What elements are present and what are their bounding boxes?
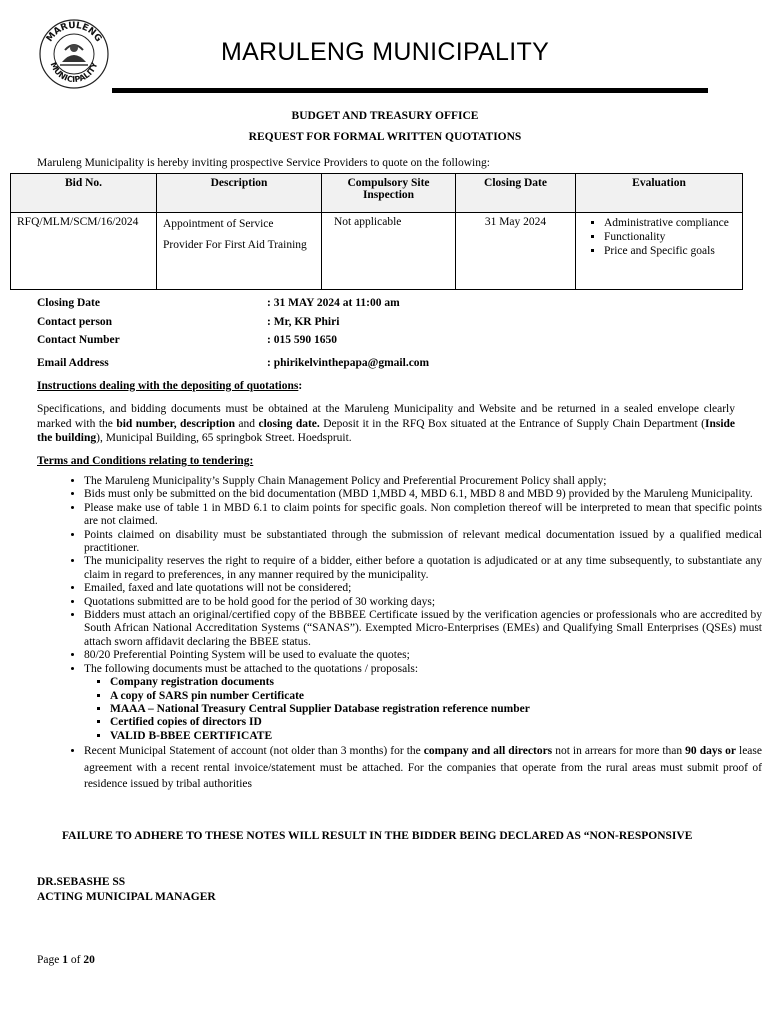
contact-number-label: Contact Number — [37, 334, 120, 346]
instructions-heading: Instructions dealing with the depositing of quotations: — [37, 380, 303, 392]
bid-table-header — [11, 174, 743, 213]
header-evaluation: Evaluation — [576, 174, 743, 213]
list-item: • Emailed, faxed and late quotations will not be considered; — [84, 582, 762, 595]
cell-bid-no: RFQ/MLM/SCM/16/2024 — [11, 213, 157, 290]
list-item: ▪ MAAA – National Treasury Central Supplier Database registration reference number — [110, 703, 762, 716]
list-item: • The municipality reserves the right to require of a bidder, either before a quotation is adjudicated or at any time subsequently, to substantiate any claim in regard to preferences, in any manner required by the municipality. — [84, 555, 762, 582]
cell-site-inspection: Not applicable — [322, 213, 456, 290]
terms-list — [58, 475, 762, 793]
list-item: • The following documents must be attached to the quotations / proposals: ▪ Company registration documents ▪ A copy of SARS pin number Certificate ▪ MAAA – National Treasury Central Supplier Database registration reference number ▪ Certified copies of directors ID ▪ VALID B-BBEE CERTIFICATE — [84, 663, 762, 743]
list-item: • Recent Municipal Statement of account (not older than 3 months) for the company and all directors not in arrears for more than 90 days or lease agreement with a recent rental invoice/statement must be attached. For the companies that operate from the rural areas must submit proof of residence issued by tribal authorities — [84, 743, 762, 793]
list-item: • Bids must only be submitted on the bid documentation (MBD 1,MBD 4, MBD 6.1, MBD 8 and MBD 9) provided by the Maruleng Municipality. — [84, 488, 762, 501]
header-rule — [112, 88, 708, 93]
office-heading: BUDGET AND TREASURY OFFICE — [291, 110, 479, 122]
list-item: • Points claimed on disability must be substantiated through the submission of relevant medical documentation issued by a qualified medical practitioner. — [84, 529, 762, 556]
contact-person-label: Contact person — [37, 316, 113, 328]
list-item: • Please make use of table 1 in MBD 6.1 to claim points for specific goals. Non completion thereof will be interpreted to mean that specific points are not claimed. — [84, 502, 762, 529]
cell-evaluation — [576, 213, 743, 290]
list-item: ▪ Functionality — [604, 230, 736, 244]
list-item: • The Maruleng Municipality’s Supply Chain Management Policy and Preferential Procurement Policy shall apply; — [84, 475, 762, 488]
list-item: ▪ Company registration documents — [110, 676, 762, 689]
failure-notice: FAILURE TO ADHERE TO THESE NOTES WILL RESULT IN THE BIDDER BEING DECLARED AS “NON-RESPONSIVE — [62, 830, 693, 842]
page-number: Page 1 of 20 — [37, 954, 95, 966]
table-row — [11, 213, 743, 290]
instructions-paragraph: Specifications, and bidding documents must be obtained at the Maruleng Municipality and Website and be returned in a sealed envelope clearly marked with the bid number, description and closing date. Deposit it in the RFQ Box situated at the Entrance of Supply Chain Department (Inside the building), Municipal Building, 65 springbok Street. Hoedspruit. — [37, 403, 736, 444]
closing-date-label: Closing Date — [37, 297, 100, 309]
terms-heading: Terms and Conditions relating to tendering: — [37, 455, 254, 467]
closing-date-value: : 31 MAY 2024 at 11:00 am — [267, 297, 400, 309]
page-title: MARULENG MUNICIPALITY — [220, 38, 550, 66]
bid-table — [10, 173, 743, 290]
contact-number-value: : 015 590 1650 — [267, 334, 337, 346]
svg-text:MARULENG: MARULENG — [44, 20, 104, 44]
email-label: Email Address — [37, 357, 109, 369]
email-value: : phirikelvinthepapa@gmail.com — [267, 357, 430, 369]
list-item: ▪ A copy of SARS pin number Certificate — [110, 690, 762, 703]
list-item: ▪ Price and Specific goals — [604, 244, 736, 258]
list-item: ▪ Certified copies of directors ID — [110, 716, 762, 729]
header-description: Description — [157, 174, 322, 213]
list-item: ▪ Administrative compliance — [604, 216, 736, 230]
header-bid-no: Bid No. — [11, 174, 157, 213]
signatory-title: ACTING MUNICIPAL MANAGER — [37, 891, 216, 903]
list-item: ▪ VALID B-BBEE CERTIFICATE — [110, 730, 762, 743]
intro-text: Maruleng Municipality is hereby inviting prospective Service Providers to quote on the following: — [37, 157, 490, 169]
list-item: • 80/20 Preferential Pointing System will be used to evaluate the quotes; — [84, 649, 762, 662]
list-item: • Quotations submitted are to be hold good for the period of 30 working days; — [84, 596, 762, 609]
request-heading: REQUEST FOR FORMAL WRITTEN QUOTATIONS — [248, 131, 522, 143]
cell-closing-date: 31 May 2024 — [456, 213, 576, 290]
header-site-inspection: Compulsory Site Inspection — [322, 174, 456, 213]
required-documents-list — [84, 676, 762, 743]
contact-person-value: : Mr, KR Phiri — [267, 316, 340, 328]
list-item: • Bidders must attach an original/certified copy of the BBBEE Certificate issued by the verification agencies or professionals who are accredited by South African National Accreditation Systems (“SANAS”). Exempted Micro-Enterprises (EMEs) and Qualifying Small Enterprises (QSEs) must attach sworn affidavit declaring the BBEE status. — [84, 609, 762, 649]
cell-description: Appointment of Service Provider For First Aid Training — [157, 213, 322, 290]
signatory-name: DR.SEBASHE SS — [37, 876, 126, 888]
header-closing-date: Closing Date — [456, 174, 576, 213]
svg-text:MUNICIPALITY: MUNICIPALITY — [48, 60, 100, 85]
